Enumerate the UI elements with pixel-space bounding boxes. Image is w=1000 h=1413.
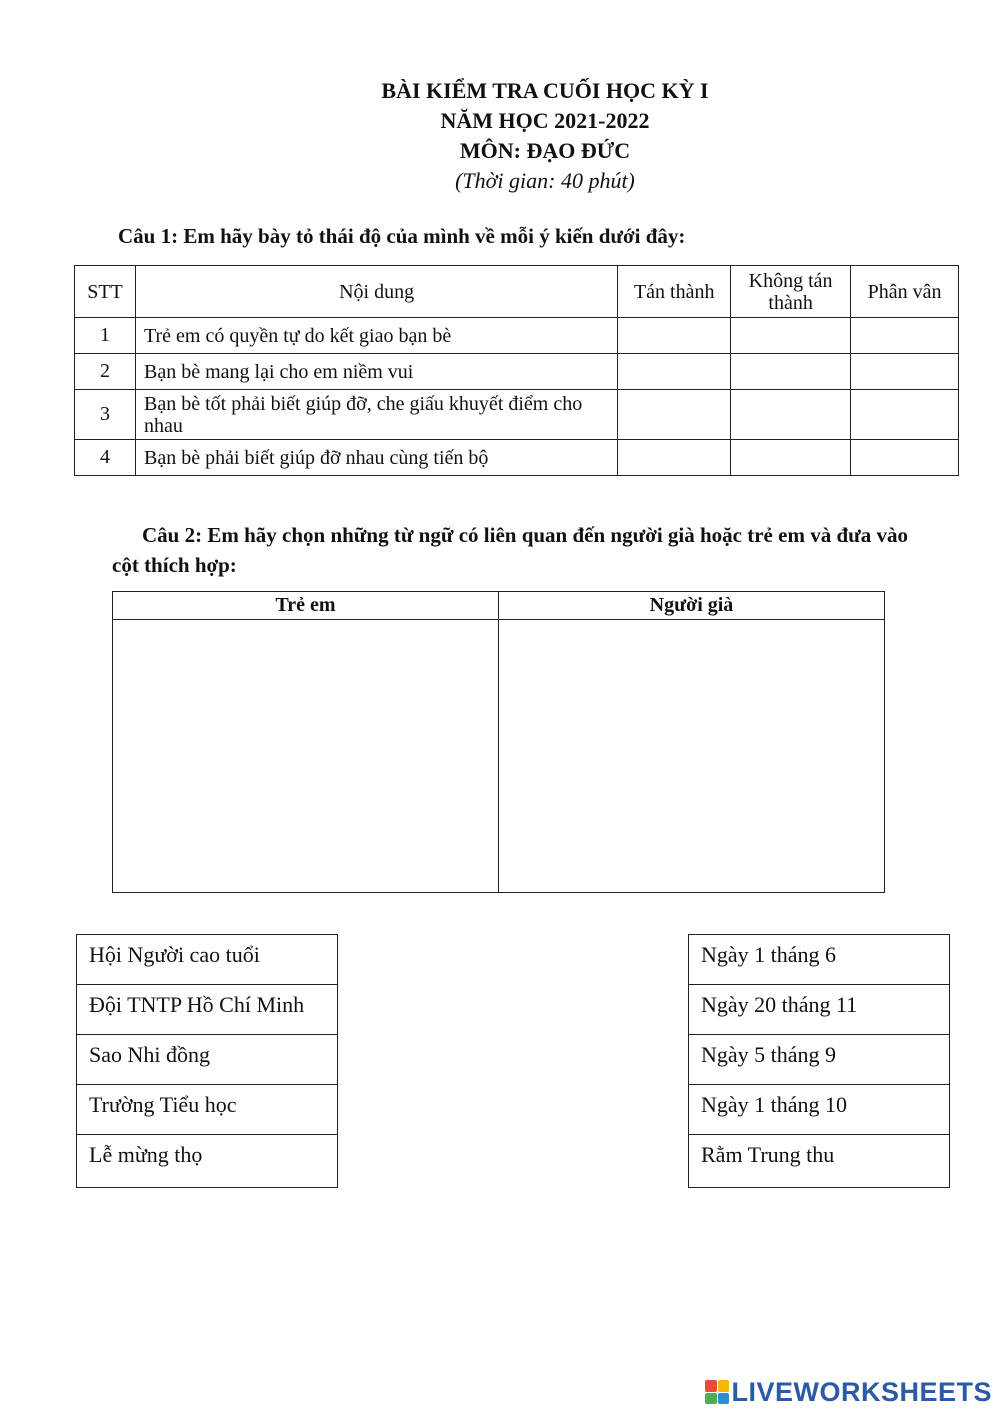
brand-name: LIVEWORKSHEETS — [731, 1376, 992, 1407]
question-2-prompt: Câu 2: Em hãy chọn những từ ngữ có liên quan đến người già hoặc trẻ em và đưa vào cột thích hợp: — [112, 523, 908, 577]
word-card[interactable]: Đội TNTP Hồ Chí Minh — [77, 985, 337, 1035]
agree-cell[interactable] — [618, 390, 731, 440]
word-bank-left — [76, 934, 338, 1188]
row-number: 3 — [75, 390, 136, 440]
logo-tile — [718, 1380, 730, 1392]
opinion-table — [74, 265, 959, 476]
sorting-table — [112, 591, 885, 893]
agree-cell[interactable] — [618, 354, 731, 390]
table-row — [75, 354, 959, 390]
row-content: Bạn bè tốt phải biết giúp đỡ, che giấu khuyết điểm cho nhau — [135, 390, 617, 440]
word-card[interactable]: Hội Người cao tuổi — [77, 935, 337, 985]
undecided-cell[interactable] — [851, 440, 959, 476]
word-card[interactable]: Rằm Trung thu — [701, 1142, 835, 1167]
logo-tile — [718, 1393, 730, 1405]
row-number: 1 — [75, 318, 136, 354]
undecided-cell[interactable] — [851, 390, 959, 440]
table-row — [75, 440, 959, 476]
subject-title: MÔN: ĐẠO ĐỨC — [459, 138, 631, 163]
liveworksheets-logo-icon — [705, 1380, 729, 1404]
row-content: Trẻ em có quyền tự do kết giao bạn bè — [135, 318, 617, 354]
word-card[interactable]: Ngày 1 tháng 10 — [689, 1085, 949, 1135]
row-content: Bạn bè mang lại cho em niềm vui — [135, 354, 617, 390]
row-content: Bạn bè phải biết giúp đỡ nhau cùng tiến bộ — [135, 440, 617, 476]
table-row — [75, 390, 959, 440]
worksheet-header — [0, 76, 1000, 196]
elderly-drop-zone[interactable] — [499, 620, 885, 893]
word-card[interactable]: Trường Tiểu học — [77, 1085, 337, 1135]
liveworksheets-brand[interactable] — [705, 1375, 992, 1409]
col-elderly: Người già — [499, 592, 885, 620]
row-number: 2 — [75, 354, 136, 390]
agree-cell[interactable] — [618, 440, 731, 476]
children-drop-zone[interactable] — [113, 620, 499, 893]
logo-tile — [705, 1380, 717, 1392]
col-disagree: Không tán thành — [731, 266, 851, 318]
undecided-cell[interactable] — [851, 318, 959, 354]
col-undecided: Phân vân — [851, 266, 959, 318]
undecided-cell[interactable] — [851, 354, 959, 390]
row-number: 4 — [75, 440, 136, 476]
disagree-cell[interactable] — [731, 318, 851, 354]
col-children: Trẻ em — [113, 592, 499, 620]
word-card[interactable]: Ngày 1 tháng 6 — [689, 935, 949, 985]
time-limit: (Thời gian: 40 phút) — [455, 168, 635, 193]
disagree-cell[interactable] — [731, 354, 851, 390]
word-bank-right — [688, 934, 950, 1188]
col-stt: STT — [75, 266, 136, 318]
question-1-prompt: Câu 1: Em hãy bày tỏ thái độ của mình về mỗi ý kiến dưới đây: — [118, 224, 686, 248]
logo-tile — [705, 1393, 717, 1405]
col-agree: Tán thành — [618, 266, 731, 318]
word-card[interactable]: Ngày 20 tháng 11 — [689, 985, 949, 1035]
table-row — [75, 318, 959, 354]
opinion-table-header — [75, 266, 959, 318]
word-card[interactable]: Ngày 5 tháng 9 — [689, 1035, 949, 1085]
school-year: NĂM HỌC 2021-2022 — [440, 108, 650, 133]
col-content: Nội dung — [135, 266, 617, 318]
word-card[interactable]: Sao Nhi đồng — [77, 1035, 337, 1085]
word-card[interactable]: Lễ mừng thọ — [89, 1142, 203, 1167]
agree-cell[interactable] — [618, 318, 731, 354]
disagree-cell[interactable] — [731, 440, 851, 476]
exam-title: BÀI KIỂM TRA CUỐI HỌC KỲ I — [381, 78, 709, 103]
disagree-cell[interactable] — [731, 390, 851, 440]
